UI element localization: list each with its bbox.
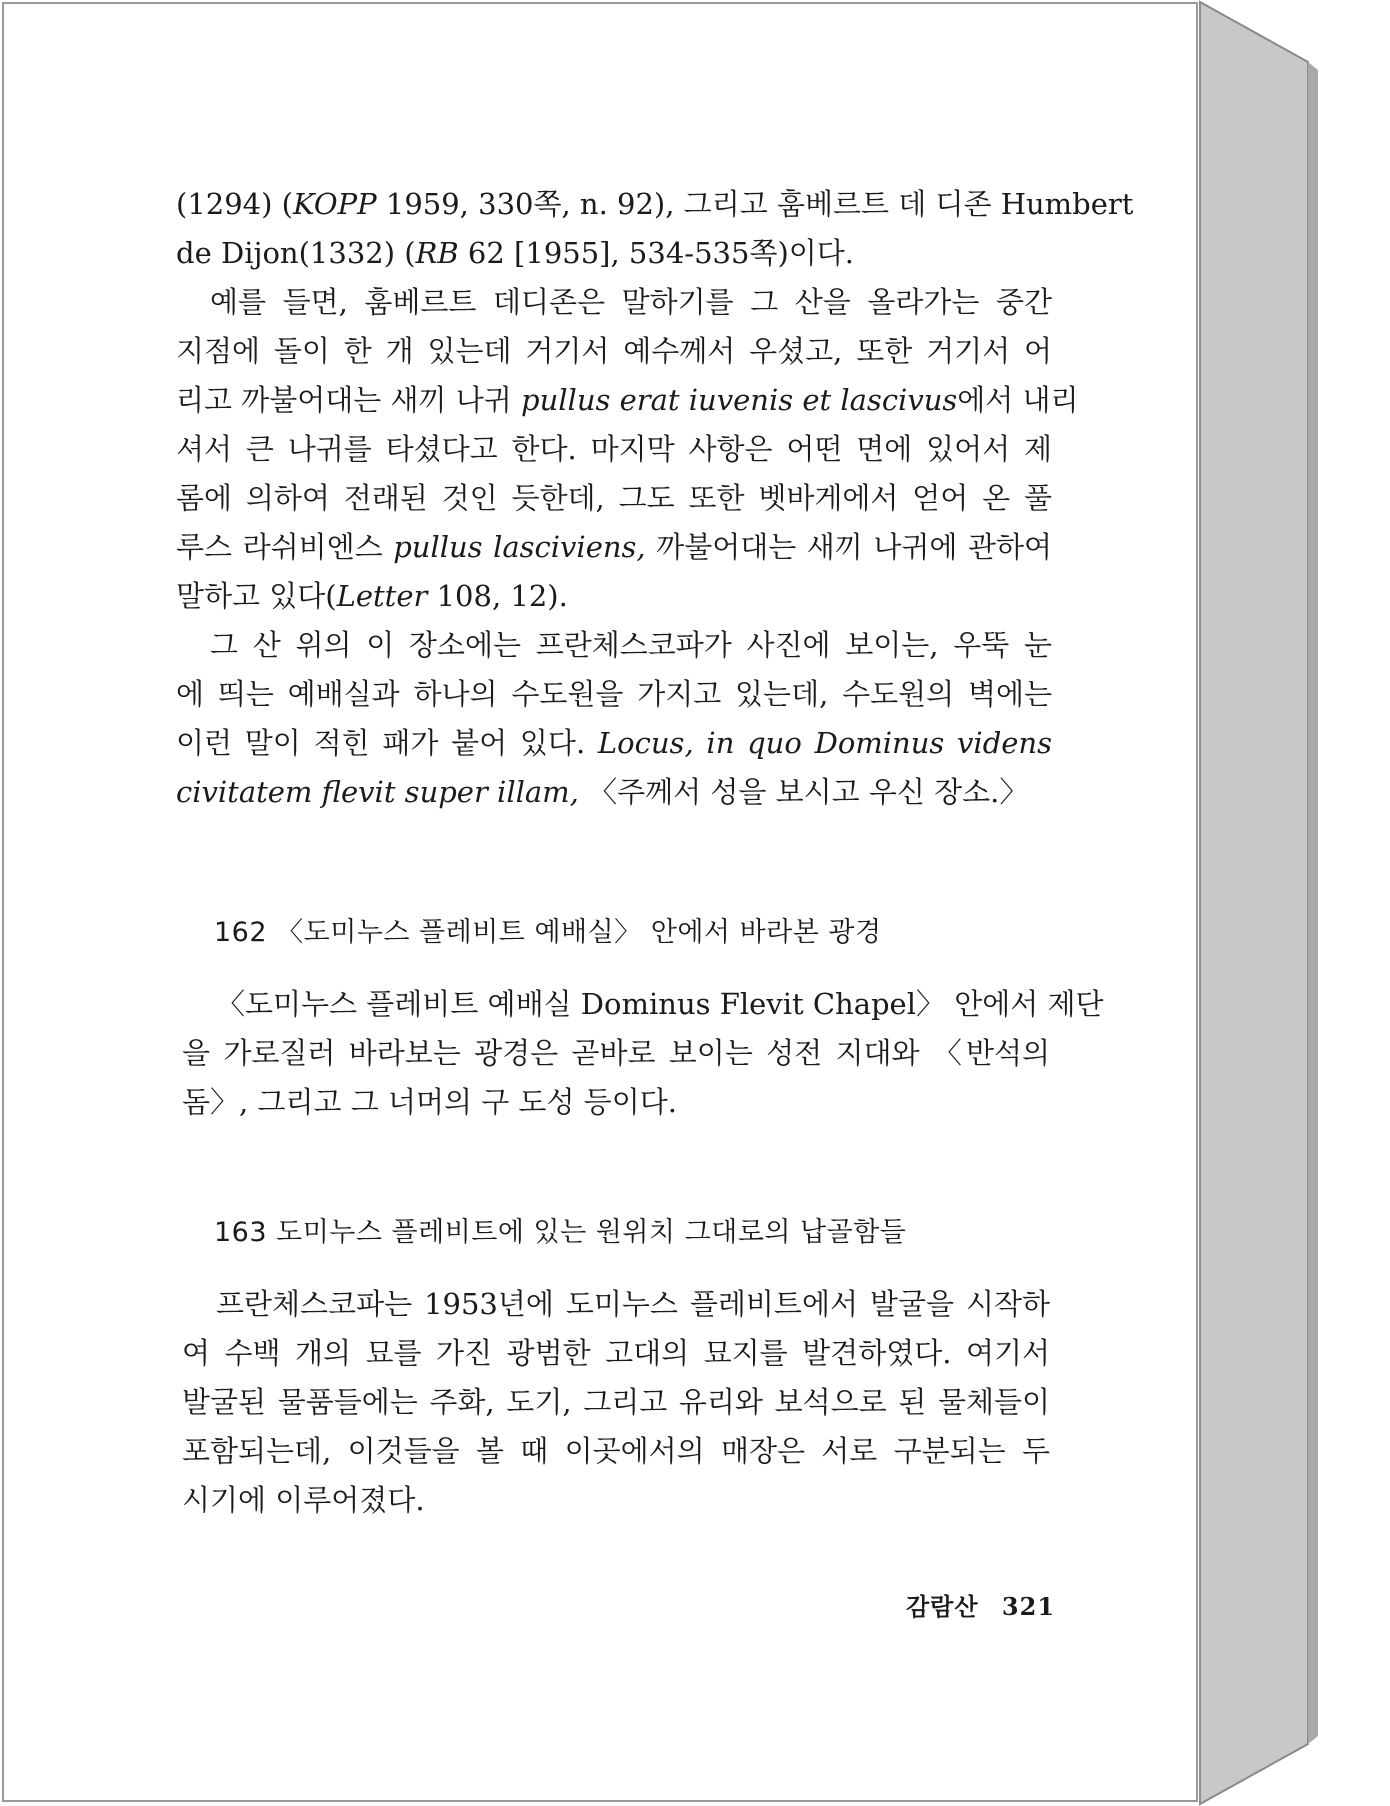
figure-caption-162: 162 〈도미누스 플레비트 예배실〉 안에서 바라본 광경 [214, 917, 882, 948]
text-run: 에서 내리 [957, 383, 1079, 417]
text-line [176, 229, 1052, 278]
text-line: 을 가로질러 바라보는 광경은 곧바로 보이는 성전 지대와 〈반석의 [182, 1036, 1050, 1070]
paragraph-1 [176, 180, 1134, 278]
text-line: 시기에 이루어졌다. [182, 1483, 425, 1517]
text-run: 말하고 있다( [176, 579, 337, 613]
running-head: 감람산 [906, 1592, 979, 1621]
text-run: de Dijon(1332) ( [176, 236, 416, 270]
italic-run: KOPP [292, 187, 377, 221]
text-line [176, 376, 1079, 425]
body-text [176, 180, 1134, 817]
text-run: 루스 라쉬비엔스 [176, 530, 394, 564]
text-line [176, 572, 1052, 621]
text-line: 〈도미누스 플레비트 예배실 Dominus Flevit Chapel〉 안에서 제단 [216, 987, 1104, 1021]
text-run: 리고 까불어대는 새끼 나귀 [176, 383, 522, 417]
text-line: 예를 들면, 훔베르트 데디존은 말하기를 그 산을 올라가는 중간 [210, 285, 1052, 319]
figure-caption-163: 163 도미누스 플레비트에 있는 원위치 그대로의 납골함들 [214, 1217, 907, 1248]
text-line [176, 719, 1052, 768]
page-footer [906, 1587, 1055, 1622]
italic-run: pullus erat iuvenis et lascivus [521, 383, 958, 417]
text-line: 지점에 돌이 한 개 있는데 거기서 예수께서 우셨고, 또한 거기서 어 [176, 334, 1052, 368]
italic-run: Letter [336, 579, 428, 613]
paragraph-3 [176, 621, 1052, 817]
text-line [176, 523, 1052, 572]
text-line: 돔〉, 그리고 그 너머의 구 도성 등이다. [182, 1085, 677, 1119]
paragraph-4 [182, 980, 1104, 1127]
text-run: 62 [1955], 534-535쪽)이다. [458, 236, 855, 270]
text-run: 〈주께서 성을 보시고 우신 장소.〉 [578, 775, 1029, 809]
text-line: 발굴된 물품들에는 주화, 도기, 그리고 유리와 보석으로 된 물체들이 [182, 1385, 1050, 1419]
book-edge [1196, 0, 1390, 1806]
text-line: 셔서 큰 나귀를 타셨다고 한다. 마지막 사항은 어떤 면에 있어서 제 [176, 432, 1052, 466]
text-line: 그 산 위의 이 장소에는 프란체스코파가 사진에 보이는, 우뚝 눈 [210, 628, 1052, 662]
paragraph-2 [176, 278, 1079, 621]
text-line: 프란체스코파는 1953년에 도미누스 플레비트에서 발굴을 시작하 [216, 1287, 1050, 1321]
text-line: 포함되는데, 이것들을 볼 때 이곳에서의 매장은 서로 구분되는 두 [182, 1434, 1050, 1468]
text-line [176, 180, 1134, 229]
italic-run: Locus, in quo Dominus videns [597, 726, 1052, 760]
text-run: (1294) ( [176, 187, 293, 221]
text-line [176, 768, 1052, 817]
italic-run: civitatem flevit super illam, [176, 775, 579, 809]
text-line: 여 수백 개의 묘를 가진 광범한 고대의 묘지를 발견하였다. 여기서 [182, 1336, 1050, 1370]
text-run: 1959, 330쪽, n. 92), 그리고 훔베르트 데 디존 Humbert [376, 187, 1134, 221]
text-run: 이런 말이 적힌 패가 붙어 있다. [176, 726, 598, 760]
italic-run: pullus lasciviens, [393, 530, 646, 564]
text-run: 108, 12). [427, 579, 568, 613]
text-line: 롬에 의하여 전래된 것인 듯한데, 그도 또한 벳바게에서 얻어 온 풀 [176, 481, 1052, 515]
paragraph-5 [182, 1280, 1050, 1525]
page-number: 321 [1001, 1592, 1056, 1621]
text-run: 까불어대는 새끼 나귀에 관하여 [645, 530, 1052, 564]
text-line: 에 띄는 예배실과 하나의 수도원을 가지고 있는데, 수도원의 벽에는 [176, 677, 1052, 711]
italic-run: RB [415, 236, 459, 270]
